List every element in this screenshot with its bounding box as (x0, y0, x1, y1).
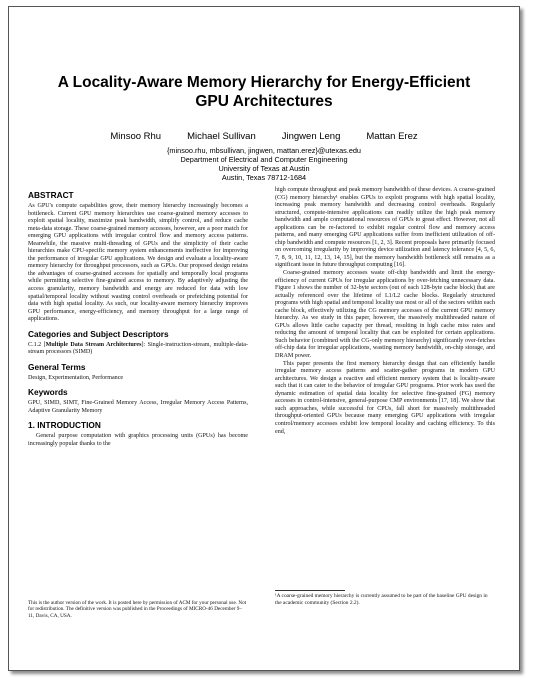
author-name: Minsoo Rhu (110, 131, 162, 142)
title-line-1: A Locality-Aware Memory Hierarchy for Energy-Efficient (57, 74, 471, 91)
city: Austin, Texas 78712-1684 (221, 173, 307, 182)
paper-title (9, 73, 519, 111)
author-name: Jingwen Leng (281, 131, 341, 142)
left-column (28, 190, 248, 449)
category-code: C.1.2 [ (28, 341, 46, 348)
department: Department of Electrical and Computer Engineering (180, 155, 348, 164)
general-terms-heading: General Terms (28, 361, 86, 372)
categories-heading: Categories and Subject Descriptors (28, 328, 169, 339)
university: University of Texas at Austin (218, 164, 310, 173)
introduction-text: General purpose computation with graphics processing units (GPUs) has become increasingly popular thanks to the (28, 433, 248, 448)
category-rest: ]: Single-instruction-stream, multiple-data-stream processors (SIMD) (28, 341, 248, 356)
paper-page (8, 6, 520, 671)
introduction-heading: 1. INTRODUCTION (28, 420, 101, 431)
author-list (9, 131, 519, 142)
keywords-heading: Keywords (28, 387, 68, 398)
body-paragraph-1: high compute throughput and peak memory bandwidth of these devices. A coarse-grained (CG) memory hierarchy¹ enables GPUs to exploit programs with high spatial locality, increasing peak memory bandwidth and decreasing control overheads. Regularly structured, compute-intensive applications can readily utilize the high peak memory bandwidth and ample computational resources of GPUs to great effect. However, not all applications can be re-factored to exhibit regular control flow and memory access patterns, and many emerging GPU applications suffer from inefficient utilization of off-chip bandwidth and compute resources [1, 2, 3]. Recent proposals have primarily focused on overcoming irregularity by improving device utilization and latency tolerance [4, 5, 6, 7, 8, 9, 10, 11, 12, 13, 14, 15], but the memory bandwidth bottleneck still remains as a significant issue in future throughput computing [16]. (275, 187, 495, 269)
categories-text (28, 342, 248, 357)
body-paragraph-2: Coarse-grained memory accesses waste off-chip bandwidth and limit the energy-efficiency of current GPUs for irregular applications by over-fetching unnecessary data. Figure 1 shows the number of 32-byte sectors (out of each 128-byte cache block) that are actually referenced over the lifetime of L1/L2 cache blocks. Regularly structured programs with high spatial and temporal locality use most or all of the sectors within each cache block, effectively utilizing the CG memory accesses of the current GPU memory hierarchy. As we study in this paper, however, the massively multithreaded nature of GPUs allows little cache capacity per thread, resulting in high cache miss rates and reducing the amount of temporal locality that can be exploited for certain applications. Such behavior (combined with the CG-only memory hierarchy) significantly over-fetches off-chip data for irregular applications, wasting memory bandwidth, on-chip storage, and DRAM power. (275, 270, 495, 360)
abstract-heading: ABSTRACT (28, 190, 74, 200)
footnote-block (275, 590, 495, 606)
affiliation-block (9, 146, 519, 182)
footnote-rule (275, 590, 345, 591)
title-line-2: GPU Architectures (195, 93, 333, 110)
author-name: Michael Sullivan (187, 131, 256, 142)
author-emails: {minsoo.rhu, mbsullivan, jingwen, mattan.erez}@utexas.edu (167, 146, 361, 155)
author-name: Mattan Erez (366, 131, 418, 142)
body-paragraph-3: This paper presents the first memory hierarchy design that can efficiently handle irregular memory access patterns and scatter-gather programs in modern GPU architectures. We design a reactive and efficient memory system that is locality-aware such that it can cater to the behavior of irregular GPU programs. Prior work has used the dynamic estimation of spatial data locality for selective fine-grained (FG) memory accesses in control-intensive, general-purpose CMP environments [17, 18]. We show that such approaches, while successful for CPUs, fall short for massively multithreaded throughput-oriented GPUs because many emerging GPU applications with irregular control/memory accesses exhibit low temporal locality and caching efficiency. To this end, (275, 360, 495, 435)
general-terms-text: Design, Experimentation, Performance (28, 374, 124, 381)
right-column (275, 187, 495, 436)
keywords-text: GPU, SIMD, SIMT, Fine-Grained Memory Access, Irregular Memory Access Patterns, Adaptive Granularity Memory (28, 400, 248, 414)
footnote-text: ¹A coarse-grained memory hierarchy is currently assumed to be part of the baseline GPU design in the academic community (Section 2.2). (275, 593, 488, 606)
abstract-text: As GPU's compute capabilities grow, their memory hierarchy increasingly becomes a bottleneck. Current GPU memory hierarchies use coarse-grained memory accesses to exploit spatial locality, maximize peak bandwidth, simplify control, and reduce cache meta-data storage. These coarse-grained memory accesses, however, are a poor match for emerging GPU applications with irregular control flow and memory access patterns. Meanwhile, the massive multi-threading of GPUs and the simplicity of their cache hierarchies make CPU-specific memory system enhancements ineffective for improving the performance of irregular GPU applications. We design and evaluate a locality-aware memory hierarchy for throughput processors, such as GPUs. Our proposed design retains the advantages of coarse-grained accesses for spatially and temporally local programs while permitting selective fine-grained access to memory. By adaptively adjusting the access granularity, memory bandwidth and energy are reduced for data with low spatial/temporal locality without wasting control overheads or prefetching potential for data with high spatial locality. As such, our locality-aware memory hierarchy improves GPU performance, energy-efficiency, and memory throughput for a large range of applications. (28, 203, 248, 323)
copyright-footnote: This is the author version of the work. It is posted here by permission of ACM for your personal use. Not for redistribution. The definitive version was published in the Proceedings of MICRO-46 December 9–11, Davis, CA, USA. (28, 600, 247, 619)
category-name: Multiple Data Stream Architectures (45, 341, 142, 348)
